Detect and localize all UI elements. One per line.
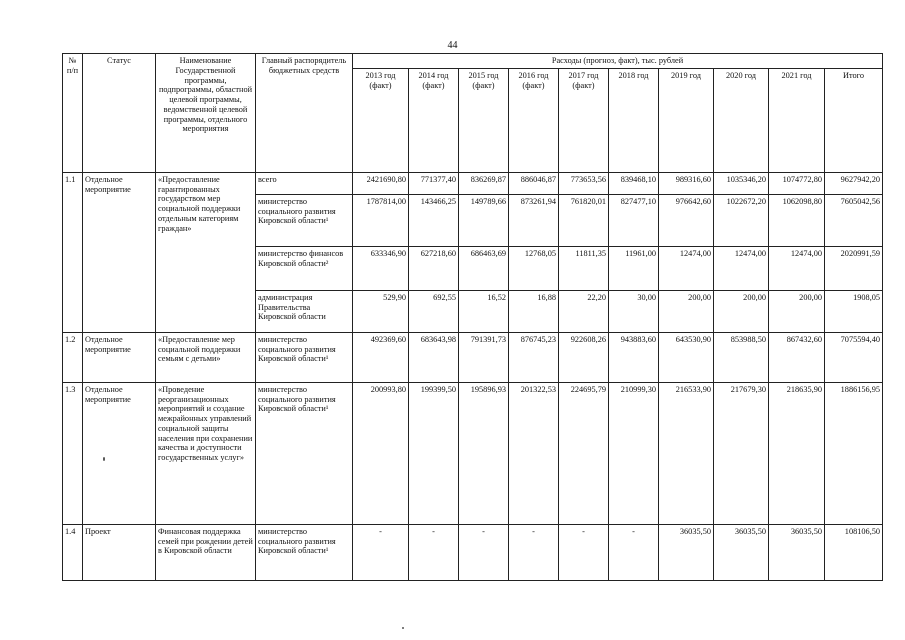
row-status: Проект: [83, 524, 156, 580]
cell-value: 200993,80: [353, 382, 409, 524]
table-row: [63, 172, 883, 194]
cell-value: 839468,10: [609, 172, 659, 194]
row-num: 1.2: [63, 332, 83, 382]
cell-value: 12474,00: [714, 246, 769, 290]
cell-value: 11811,35: [559, 246, 609, 290]
cell-total: 1886156,95: [825, 382, 883, 524]
cell-value: 1035346,20: [714, 172, 769, 194]
cell-total: 1908,05: [825, 290, 883, 332]
cell-value: 218635,90: [769, 382, 825, 524]
page-number: 44: [447, 40, 458, 51]
cell-value: 12768,05: [509, 246, 559, 290]
header-year: 2018 год: [609, 68, 659, 172]
cell-value: 200,00: [769, 290, 825, 332]
row-distributor: администрация Правительства Кировской области: [256, 290, 353, 332]
cell-value: 791391,73: [459, 332, 509, 382]
header-year: 2016 год (факт): [509, 68, 559, 172]
cell-value: 36035,50: [659, 524, 714, 580]
header-year: 2020 год: [714, 68, 769, 172]
cell-value: 1074772,80: [769, 172, 825, 194]
cell-value: 22,20: [559, 290, 609, 332]
cell-value: 1062098,80: [769, 194, 825, 246]
header-expenses: Расходы (прогноз, факт), тыс. рублей: [353, 54, 883, 69]
row-status: Отдельное мероприятие: [83, 172, 156, 332]
cell-value: 771377,40: [409, 172, 459, 194]
cell-value: 627218,60: [409, 246, 459, 290]
cell-value: 16,88: [509, 290, 559, 332]
cell-value: 12474,00: [659, 246, 714, 290]
row-distributor: министерство социального развития Кировской области¹: [256, 524, 353, 580]
header-status: Статус: [83, 54, 156, 173]
cell-value: 692,55: [409, 290, 459, 332]
cell-value: 143466,25: [409, 194, 459, 246]
cell-value: 195896,93: [459, 382, 509, 524]
row-distributor: министерство финансов Кировской области²: [256, 246, 353, 290]
header-year: 2021 год: [769, 68, 825, 172]
cell-value: 529,90: [353, 290, 409, 332]
cell-value: 16,52: [459, 290, 509, 332]
cell-value: 633346,90: [353, 246, 409, 290]
cell-value: 686463,69: [459, 246, 509, 290]
cell-value: 873261,94: [509, 194, 559, 246]
cell-value: 11961,00: [609, 246, 659, 290]
cell-value: 853988,50: [714, 332, 769, 382]
header-year: 2017 год (факт): [559, 68, 609, 172]
cell-value: 876745,23: [509, 332, 559, 382]
cell-value: 683643,98: [409, 332, 459, 382]
cell-value: 36035,50: [769, 524, 825, 580]
cell-value: 643530,90: [659, 332, 714, 382]
cell-value: 1022672,20: [714, 194, 769, 246]
row-distributor: министерство социального развития Кировской области¹: [256, 382, 353, 524]
table-row: [63, 524, 883, 580]
row-num: 1.3: [63, 382, 83, 524]
cell-value: 2421690,80: [353, 172, 409, 194]
cell-value: 30,00: [609, 290, 659, 332]
cell-value: 199399,50: [409, 382, 459, 524]
cell-value: 149789,66: [459, 194, 509, 246]
header-name: Наименование Государственной программы, подпрограммы, областной целевой программы, ведомственной целевой программы, отдельного мероприятия: [156, 54, 256, 173]
table-row: [63, 382, 883, 524]
cell-value: 201322,53: [509, 382, 559, 524]
cell-value: 36035,50: [714, 524, 769, 580]
cell-value: -: [509, 524, 559, 580]
row-distributor: министерство социального развития Кировской области¹: [256, 332, 353, 382]
cell-total: 108106,50: [825, 524, 883, 580]
cell-value: 492369,60: [353, 332, 409, 382]
table-row: [63, 332, 883, 382]
row-status: Отдельное мероприятие: [83, 332, 156, 382]
cell-value: 12474,00: [769, 246, 825, 290]
cell-value: 216533,90: [659, 382, 714, 524]
cell-value: -: [609, 524, 659, 580]
header-row-top: [63, 54, 883, 69]
header-year: 2015 год (факт): [459, 68, 509, 172]
row-name: «Предоставление гарантированных государством мер социальной поддержки отдельным категориям граждан»: [156, 172, 256, 332]
cell-value: 217679,30: [714, 382, 769, 524]
cell-value: 867432,60: [769, 332, 825, 382]
cell-value: 836269,87: [459, 172, 509, 194]
cell-value: -: [409, 524, 459, 580]
row-num: 1.1: [63, 172, 83, 332]
cell-total: 7605042,56: [825, 194, 883, 246]
cell-total: 2020991,59: [825, 246, 883, 290]
row-name: Финансовая поддержка семей при рождении детей в Кировской области: [156, 524, 256, 580]
cell-value: 210999,30: [609, 382, 659, 524]
header-year: 2013 год (факт): [353, 68, 409, 172]
row-name: «Проведение реорганизационных мероприятий и создание межрайонных управлений социальной защиты населения при сохранении качества и доступности государственных услуг»: [156, 382, 256, 524]
budget-table: [62, 53, 883, 581]
row-distributor: министерство социального развития Кировской области¹: [256, 194, 353, 246]
cell-value: -: [559, 524, 609, 580]
cell-value: 1787814,00: [353, 194, 409, 246]
header-distributor: Главный распорядитель бюджетных средств: [256, 54, 353, 173]
cell-value: -: [459, 524, 509, 580]
cell-value: 943883,60: [609, 332, 659, 382]
row-status: Отдельное мероприятие: [83, 382, 156, 524]
header-total: Итого: [825, 68, 883, 172]
cell-total: 9627942,20: [825, 172, 883, 194]
header-year: 2019 год: [659, 68, 714, 172]
cell-value: 922608,26: [559, 332, 609, 382]
cell-value: 773653,56: [559, 172, 609, 194]
cell-value: 989316,60: [659, 172, 714, 194]
row-distributor: всего: [256, 172, 353, 194]
row-name: «Предоставление мер социальной поддержки семьям с детьми»: [156, 332, 256, 382]
header-num: № п/п: [63, 54, 83, 173]
scan-speck: [103, 457, 105, 461]
scan-speck: [402, 627, 404, 629]
cell-value: 827477,10: [609, 194, 659, 246]
header-year: 2014 год (факт): [409, 68, 459, 172]
cell-value: 200,00: [659, 290, 714, 332]
row-num: 1.4: [63, 524, 83, 580]
cell-value: 976642,60: [659, 194, 714, 246]
cell-value: 761820,01: [559, 194, 609, 246]
cell-value: 200,00: [714, 290, 769, 332]
cell-value: 224695,79: [559, 382, 609, 524]
cell-value: 886046,87: [509, 172, 559, 194]
cell-value: -: [353, 524, 409, 580]
cell-total: 7075594,40: [825, 332, 883, 382]
